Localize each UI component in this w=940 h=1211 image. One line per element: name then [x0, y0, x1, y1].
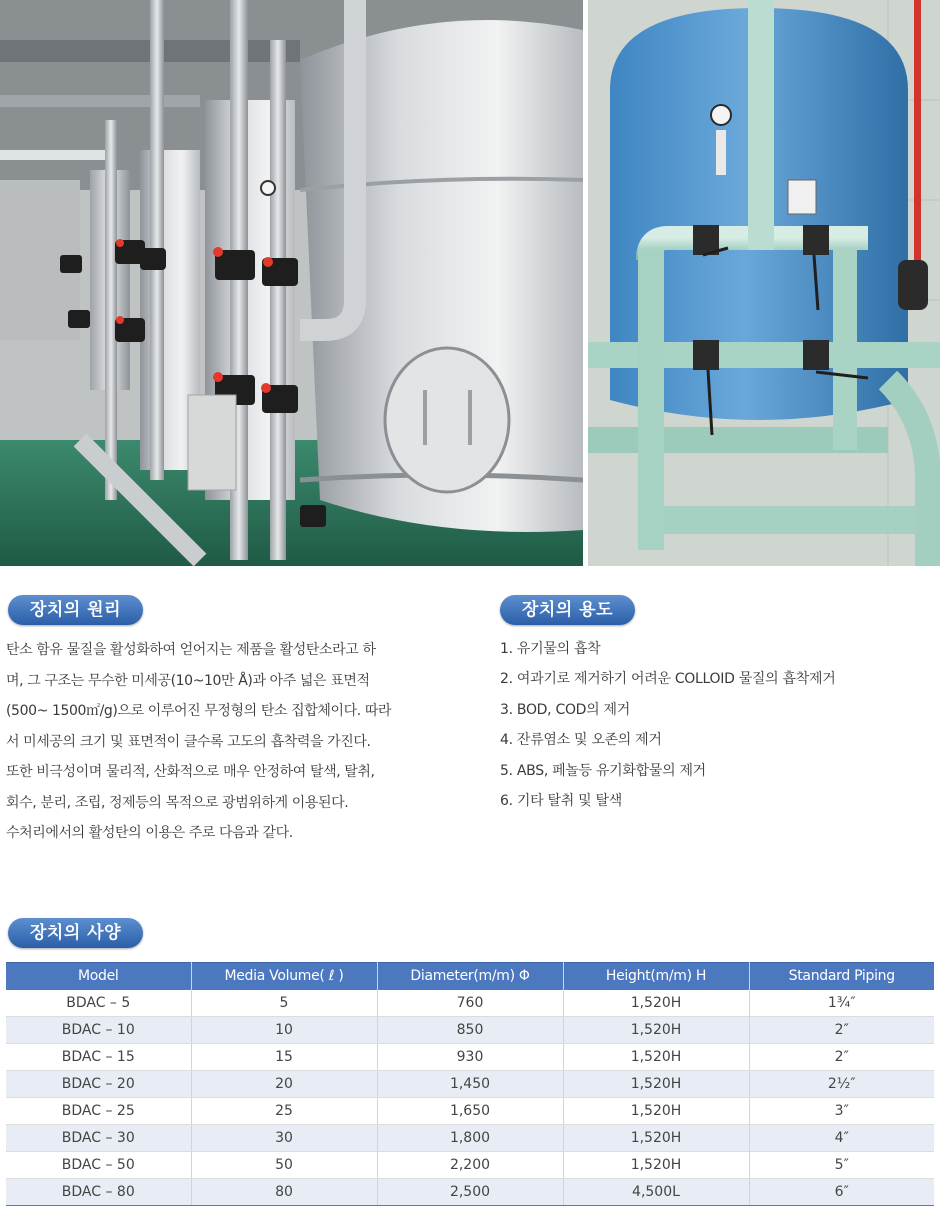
cell-height: 1,520H [563, 1017, 749, 1044]
principle-line: 수처리에서의 활성탄의 이용은 주로 다음과 같다. [6, 825, 293, 841]
blue-tank-illustration [588, 0, 940, 566]
table-row [6, 990, 934, 1017]
cell-model: BDAC – 50 [6, 1152, 191, 1179]
column-header-model: Model [6, 963, 191, 990]
usage-item: 1. 유기물의 흡착 [500, 641, 601, 657]
cell-model: BDAC – 5 [6, 990, 191, 1017]
cell-media-volume: 30 [191, 1125, 377, 1152]
column-header-diameter: Diameter(m/m) Φ [377, 963, 563, 990]
cell-media-volume: 80 [191, 1179, 377, 1206]
principle-line: 며, 그 구조는 무수한 미세공(10~10만 Å)과 아주 넓은 표면적 [6, 672, 370, 689]
cell-diameter: 1,450 [377, 1071, 563, 1098]
spec-table [6, 962, 934, 1206]
principle-description [6, 635, 442, 849]
usage-item: 4. 잔류염소 및 오존의 제거 [500, 732, 662, 749]
table-row [6, 1179, 934, 1206]
table-row [6, 1098, 934, 1125]
principle-line: 탄소 함유 물질을 활성화하여 얻어지는 제품을 활성탄소라고 하 [6, 642, 376, 658]
column-header-height: Height(m/m) H [563, 963, 749, 990]
cell-model: BDAC – 80 [6, 1179, 191, 1206]
stainless-tank-photo [0, 0, 583, 566]
spec-table-header-row [6, 963, 934, 990]
cell-height: 1,520H [563, 1044, 749, 1071]
cell-standard-piping: 3″ [749, 1098, 934, 1125]
cell-diameter: 930 [377, 1044, 563, 1071]
cell-standard-piping: 5″ [749, 1152, 934, 1179]
cell-media-volume: 50 [191, 1152, 377, 1179]
table-row [6, 1071, 934, 1098]
usage-item: 2. 여과기로 제거하기 어려운 COLLOID 물질의 흡착제거 [500, 671, 836, 688]
spec-section-title: 장치의 사양 [8, 918, 143, 948]
cell-media-volume: 10 [191, 1017, 377, 1044]
principle-line: 회수, 분리, 조립, 정제등의 목적으로 광범위하게 이용된다. [6, 794, 349, 811]
cell-media-volume: 25 [191, 1098, 377, 1125]
column-header-standard-piping: Standard Piping [749, 963, 934, 990]
stainless-tank-illustration [0, 0, 583, 566]
cell-diameter: 850 [377, 1017, 563, 1044]
cell-standard-piping: 2″ [749, 1044, 934, 1071]
principle-section-title: 장치의 원리 [8, 595, 143, 625]
cell-height: 1,520H [563, 990, 749, 1017]
cell-standard-piping: 6″ [749, 1179, 934, 1206]
cell-diameter: 1,650 [377, 1098, 563, 1125]
table-row [6, 1017, 934, 1044]
cell-media-volume: 20 [191, 1071, 377, 1098]
cell-diameter: 1,800 [377, 1125, 563, 1152]
usage-item: 3. BOD, COD의 제거 [500, 701, 630, 718]
table-row [6, 1152, 934, 1179]
usage-item: 5. ABS, 페놀등 유기화합물의 제거 [500, 762, 706, 779]
cell-height: 1,520H [563, 1071, 749, 1098]
column-header-media-volume: Media Volume( ℓ ) [191, 963, 377, 990]
cell-standard-piping: 2″ [749, 1017, 934, 1044]
cell-standard-piping: 2½″ [749, 1071, 934, 1098]
usage-section-title: 장치의 용도 [500, 595, 635, 625]
principle-line: (500~ 1500㎡/g)으로 이루어진 무정형의 탄소 집합체이다. 따라 [6, 703, 392, 719]
cell-model: BDAC – 10 [6, 1017, 191, 1044]
cell-model: BDAC – 15 [6, 1044, 191, 1071]
usage-item: 6. 기타 탈취 및 탈색 [500, 793, 622, 810]
usage-list [500, 634, 835, 816]
cell-model: BDAC – 25 [6, 1098, 191, 1125]
cell-standard-piping: 1¾″ [749, 990, 934, 1017]
cell-diameter: 2,500 [377, 1179, 563, 1206]
cell-model: BDAC – 20 [6, 1071, 191, 1098]
principle-line: 또한 비극성이며 물리적, 산화적으로 매우 안정하여 탈색, 탈취, [6, 764, 375, 780]
cell-standard-piping: 4″ [749, 1125, 934, 1152]
cell-model: BDAC – 30 [6, 1125, 191, 1152]
cell-media-volume: 5 [191, 990, 377, 1017]
cell-diameter: 760 [377, 990, 563, 1017]
blue-tank-photo [588, 0, 940, 566]
principle-line: 서 미세공의 크기 및 표면적이 클수록 고도의 흡착력을 가진다. [6, 733, 371, 750]
cell-height: 4,500L [563, 1179, 749, 1206]
table-row [6, 1044, 934, 1071]
cell-media-volume: 15 [191, 1044, 377, 1071]
cell-diameter: 2,200 [377, 1152, 563, 1179]
table-row [6, 1125, 934, 1152]
cell-height: 1,520H [563, 1152, 749, 1179]
cell-height: 1,520H [563, 1098, 749, 1125]
cell-height: 1,520H [563, 1125, 749, 1152]
